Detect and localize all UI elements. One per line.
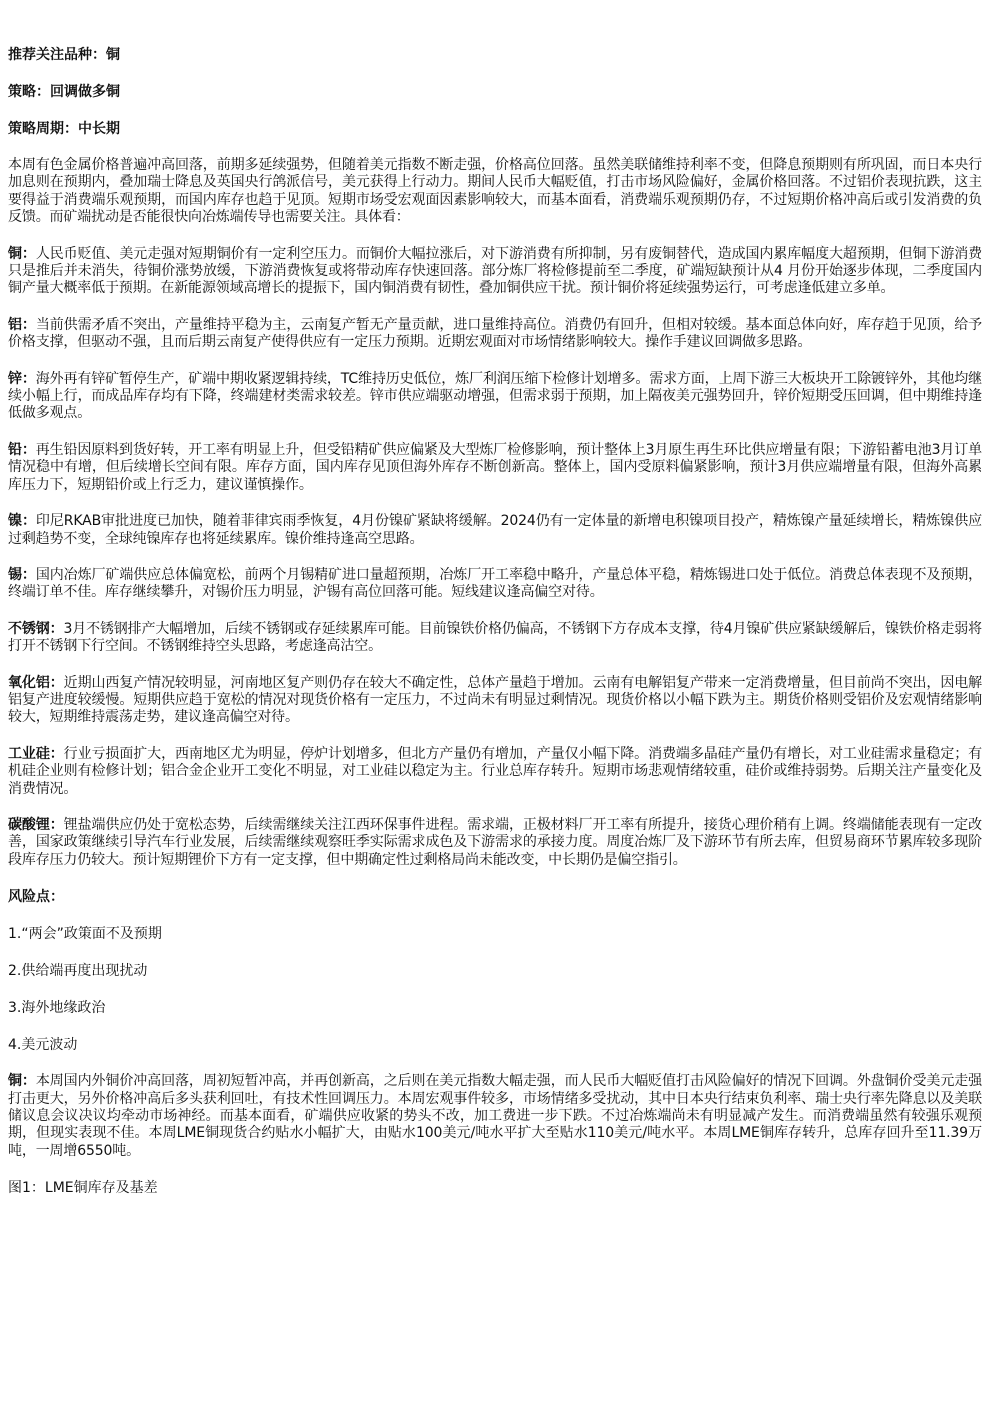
metal-paragraph-lead bbox=[8, 442, 982, 494]
metal-paragraph-copper bbox=[8, 246, 982, 298]
metal-title: 碳酸锂： bbox=[8, 816, 64, 833]
metal-paragraph-tin bbox=[8, 567, 982, 602]
metal-text: 海外再有锌矿暂停生产，矿端中期收紧逻辑持续，TC维持历史低位，炼厂利润压缩下检修计划增多。需求方面，上周下游三大板块开工除镀锌外，其他均继续小幅上行，而成品库存均有下降，终端建材类需求较差。锌市供应端驱动增强，但需求弱于预期，加上隔夜美元强势回升，锌价短期受压回调，但中期维持逢低做多观点。 bbox=[8, 370, 982, 422]
intro-paragraph: 本周有色金属价格普遍冲高回落，前期多延续强势，但随着美元指数不断走强，价格高位回落。虽然美联储维持利率不变，但降息预期则有所巩固，而日本央行加息则在预期内，叠加瑞士降息及英国央行鸽派信号，美元获得上行动力。期间人民币大幅贬值，打击市场风险偏好，金属价格回落。不过铝价表现抗跌，这主要得益于消费端乐观预期，而国内库存也趋于见顶。短期市场受宏观面因素影响较大，而基本面看，消费端乐观预期仍存，不过短期价格冲高后或引发消费的负反馈。而矿端扰动是否能很快向冶炼端传导也需要关注。具体看： bbox=[8, 157, 982, 226]
metal-text: 再生铅因原料到货好转，开工率有明显上升，但受铅精矿供应偏紧及大型炼厂检修影响，预计整体上3月原生再生环比供应增量有限；下游铅蓄电池3月订单情况稳中有增，但后续增长空间有限。库存方面，国内库存见顶但海外库存不断创新高。整体上，国内受原料偏紧影响，预计3月供应端增量有限，但海外高累库压力下，短期铅价或上行乏力，建议谨慎操作。 bbox=[8, 441, 982, 493]
copper-detail-title: 铜： bbox=[8, 1073, 36, 1090]
risk-item: 3.海外地缘政治 bbox=[8, 1000, 106, 1017]
metal-title: 镍： bbox=[8, 513, 36, 530]
strategy-period: 策略周期：中长期 bbox=[8, 121, 120, 137]
metal-title: 铜： bbox=[8, 245, 36, 262]
copper-detail-text: 本周国内外铜价冲高回落，周初短暂冲高，并再创新高，之后则在美元指数大幅走强，而人民币大幅贬值打击风险偏好的情况下回调。外盘铜价受美元走强打击更大，另外价格冲高后多头获利回吐，有技术性回调压力。本周宏观事件较多，市场情绪多受扰动，其中日本央行结束负利率、瑞士央行率先降息以及美联储议息会议决议均牵动市场神经。而基本面看，矿端供应收紧的势头不改，加工费进一步下跌。不过冶炼端尚未有明显减产发生。而消费端虽然有较强乐观预期，但现实表现不佳。本周LME铜现货合约贴水小幅扩大，由贴水100美元/吨水平扩大至贴水110美元/吨水平。本周LME铜库存转升，总库存回升至11.39万吨，一周增6550吨。 bbox=[8, 1073, 983, 1159]
risk-item: 2.供给端再度出现扰动 bbox=[8, 963, 148, 980]
metal-paragraph-lithium-carbonate bbox=[8, 817, 982, 869]
metal-text: 印尼RKAB审批进度已加快，随着菲律宾雨季恢复，4月份镍矿紧缺将缓解。2024仍有一定体量的新增电积镍项目投产，精炼镍产量延续增长，精炼镍供应过剩趋势不变，全球纯镍库存也将延续累库。镍价维持逢高空思路。 bbox=[8, 513, 982, 547]
metal-title: 锌： bbox=[8, 370, 36, 387]
metal-text: 3月不锈钢排产大幅增加，后续不锈钢或存延续累库可能。目前镍铁价格仍偏高，不锈钢下方存成本支撑，待4月镍矿供应紧缺缓解后，镍铁价格走弱将打开不锈钢下行空间。不锈钢维持空头思路，考虑逢高沽空。 bbox=[8, 620, 982, 655]
copper-detail-paragraph bbox=[8, 1073, 982, 1160]
metal-title: 铅： bbox=[8, 441, 36, 458]
metal-paragraph-aluminum bbox=[8, 317, 982, 352]
metal-text: 当前供需矛盾不突出，产量维持平稳为主，云南复产暂无产量贡献，进口量维持高位。消费仍有回升，但相对较缓。基本面总体向好，库存趋于见顶，给予价格支撑，但驱动不强，且而后期云南复产使得供应有一定压力预期。近期宏观面对市场情绪影响较大。操作手建议回调做多思路。 bbox=[8, 316, 983, 351]
risk-section-title: 风险点： bbox=[8, 889, 64, 906]
metal-title: 工业硅： bbox=[8, 745, 64, 762]
metal-paragraph-alumina bbox=[8, 675, 982, 727]
figure-caption: 图1：LME铜库存及基差 bbox=[8, 1180, 158, 1197]
metal-text: 人民币贬值、美元走强对短期铜价有一定利空压力。而铜价大幅拉涨后，对下游消费有所抑制，另有废铜替代，造成国内累库幅度大超预期，但铜下游消费只是推后并未消失，待铜价涨势放缓，下游消费恢复或将带动库存快速回落。部分炼厂将检修提前至二季度，矿端短缺预计从4 月份开始逐步体现，二季度国内铜产量大概率低于预期。在新能源领域高增长的提振下，国内铜消费有韧性，叠加铜供应干扰。预计铜价将延续强势运行，可考虑逢低建立多单。 bbox=[8, 245, 983, 297]
metal-paragraph-nickel bbox=[8, 513, 982, 548]
metal-text: 近期山西复产情况较明显，河南地区复产则仍存在较大不确定性，总体产量趋于增加。云南有电解铝复产带来一定消费增量，但目前尚不突出，因电解铝复产进度较缓慢。短期供应趋于宽松的情况对现货价格有一定压力，不过尚未有明显过剩情况。现货价格以小幅下跌为主。期货价格则受铝价及宏观情绪影响较大，短期维持震荡走势，建议逢高偏空对待。 bbox=[8, 674, 982, 726]
metal-text: 国内冶炼厂矿端供应总体偏宽松，前两个月锡精矿进口量超预期，冶炼厂开工率稳中略升，产量总体平稳，精炼锡进口处于低位。消费总体表现不及预期，终端订单不佳。库存继续攀升，对锡价压力明显，沪锡有高位回落可能。短线建议逢高偏空对待。 bbox=[8, 566, 983, 601]
metal-title: 氧化铝： bbox=[8, 674, 64, 691]
metal-paragraph-industrial-silicon bbox=[8, 746, 982, 798]
metal-title: 锡： bbox=[8, 566, 36, 583]
metal-title: 铝： bbox=[8, 316, 36, 333]
metal-text: 锂盐端供应仍处于宽松态势，后续需继续关注江西环保事件进程。需求端，正极材料厂开工率有所提升，接货心理价稍有上调。终端储能表现有一定改善，国家政策继续引导汽车行业发展，后续需继续观察旺季实际需求成色及下游需求的承接力度。周度冶炼厂及下游环节有所去库，但贸易商环节累库较多现阶段库存压力仍较大。预计短期锂价下方有一定支撑，但中期确定性过剩格局尚未能改变，中长期仍是偏空指引。 bbox=[8, 816, 982, 868]
metal-paragraph-zinc bbox=[8, 371, 982, 423]
risk-item: 4.美元波动 bbox=[8, 1037, 78, 1054]
metal-text: 行业亏损面扩大，西南地区尤为明显，停炉计划增多，但北方产量仍有增加，产量仅小幅下降。消费端多晶硅产量仍有增长，对工业硅需求量稳定；有机硅企业则有检修计划；铝合金企业开工变化不明显，对工业硅以稳定为主。行业总库存转升。短期市场悲观情绪较重，硅价或维持弱势。后期关注产量变化及消费情况。 bbox=[8, 745, 982, 797]
risk-item: 1.“两会”政策面不及预期 bbox=[8, 926, 162, 943]
metal-paragraph-stainless-steel bbox=[8, 621, 982, 656]
metal-title: 不锈钢： bbox=[8, 620, 64, 637]
recommended-variety: 推荐关注品种：铜 bbox=[8, 47, 120, 63]
strategy-line: 策略：回调做多铜 bbox=[8, 84, 120, 100]
